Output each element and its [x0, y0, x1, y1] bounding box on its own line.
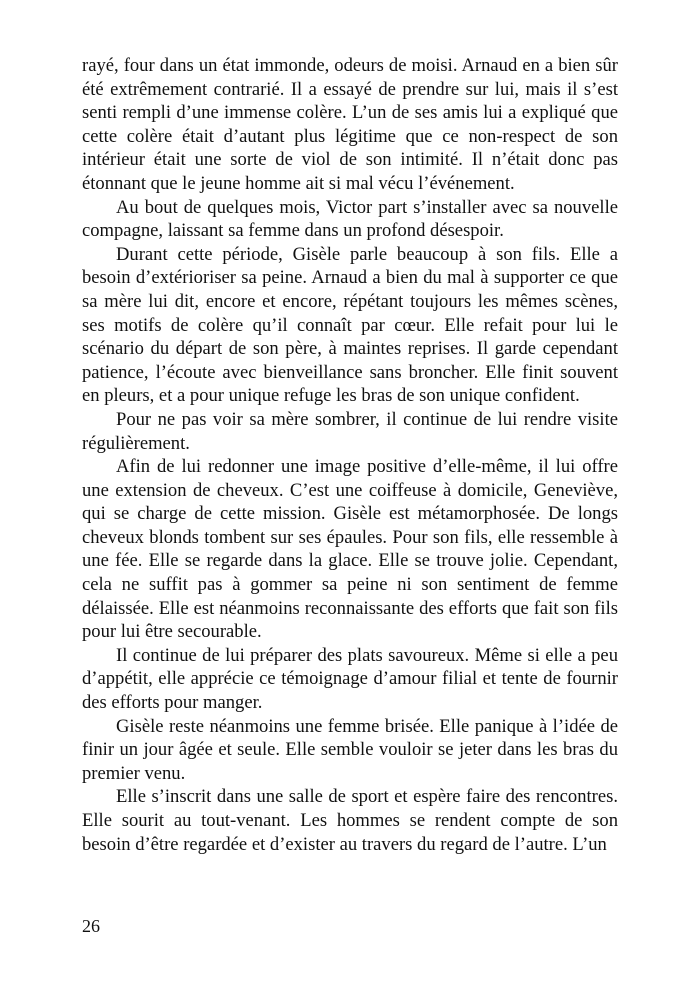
paragraph: Pour ne pas voir sa mère sombrer, il continue de lui rendre visite régulièrement.	[82, 408, 618, 454]
paragraph: Au bout de quelques mois, Victor part s’installer avec sa nouvelle compagne, laissant sa femme dans un profond désespoir.	[82, 196, 618, 242]
paragraph: Durant cette période, Gisèle parle beaucoup à son fils. Elle a besoin d’extérioriser sa peine. Arnaud a bien du mal à supporter ce que sa mère lui dit, encore et encore, répétant toujours les mêmes scènes, ses motifs de colère qu’il connaît par cœur. Elle refait pour lui le scénario du départ de son père, à maintes reprises. Il garde cependant patience, l’écoute avec bienveillance sans broncher. Elle finit souvent en pleurs, et a pour unique refuge les bras de son unique confident.	[82, 243, 618, 407]
paragraph-continued: rayé, four dans un état immonde, odeurs de moisi. Arnaud en a bien sûr été extrêmement contrarié. Il a essayé de prendre sur lui, mais il s’est senti rempli d’une immense colère. L’un de ses amis lui a expliqué que cette colère était d’autant plus légitime que ce non-respect de son intérieur était une sorte de viol de son intimité. Il n’était donc pas étonnant que le jeune homme ait si mal vécu l’événement.	[82, 55, 618, 194]
paragraph: Il continue de lui préparer des plats savoureux. Même si elle a peu d’appétit, elle apprécie ce témoignage d’amour filial et tente de fournir des efforts pour manger.	[82, 644, 618, 714]
book-page-body	[82, 54, 618, 856]
paragraph: Elle s’inscrit dans une salle de sport et espère faire des rencontres. Elle sourit au tout-venant. Les hommes se rendent compte de son besoin d’être regardée et d’exister au travers du regard de l’autre. L’un	[82, 786, 618, 855]
paragraph: Afin de lui redonner une image positive d’elle-même, il lui offre une extension de cheveux. C’est une coiffeuse à domicile, Geneviève, qui se charge de cette mission. Gisèle est métamorphosée. De longs cheveux blonds tombent sur ses épaules. Pour son fils, elle ressemble à une fée. Elle se regarde dans la glace. Elle se trouve jolie. Cependant, cela ne suffit pas à gommer sa peine ni son sentiment de femme délaissée. Elle est néanmoins reconnaissante des efforts que fait son fils pour lui être secourable.	[82, 456, 618, 643]
paragraph: Gisèle reste néanmoins une femme brisée. Elle panique à l’idée de finir un jour âgée et seule. Elle semble vouloir se jeter dans les bras du premier venu.	[82, 715, 618, 784]
page-number: 26	[82, 916, 100, 936]
